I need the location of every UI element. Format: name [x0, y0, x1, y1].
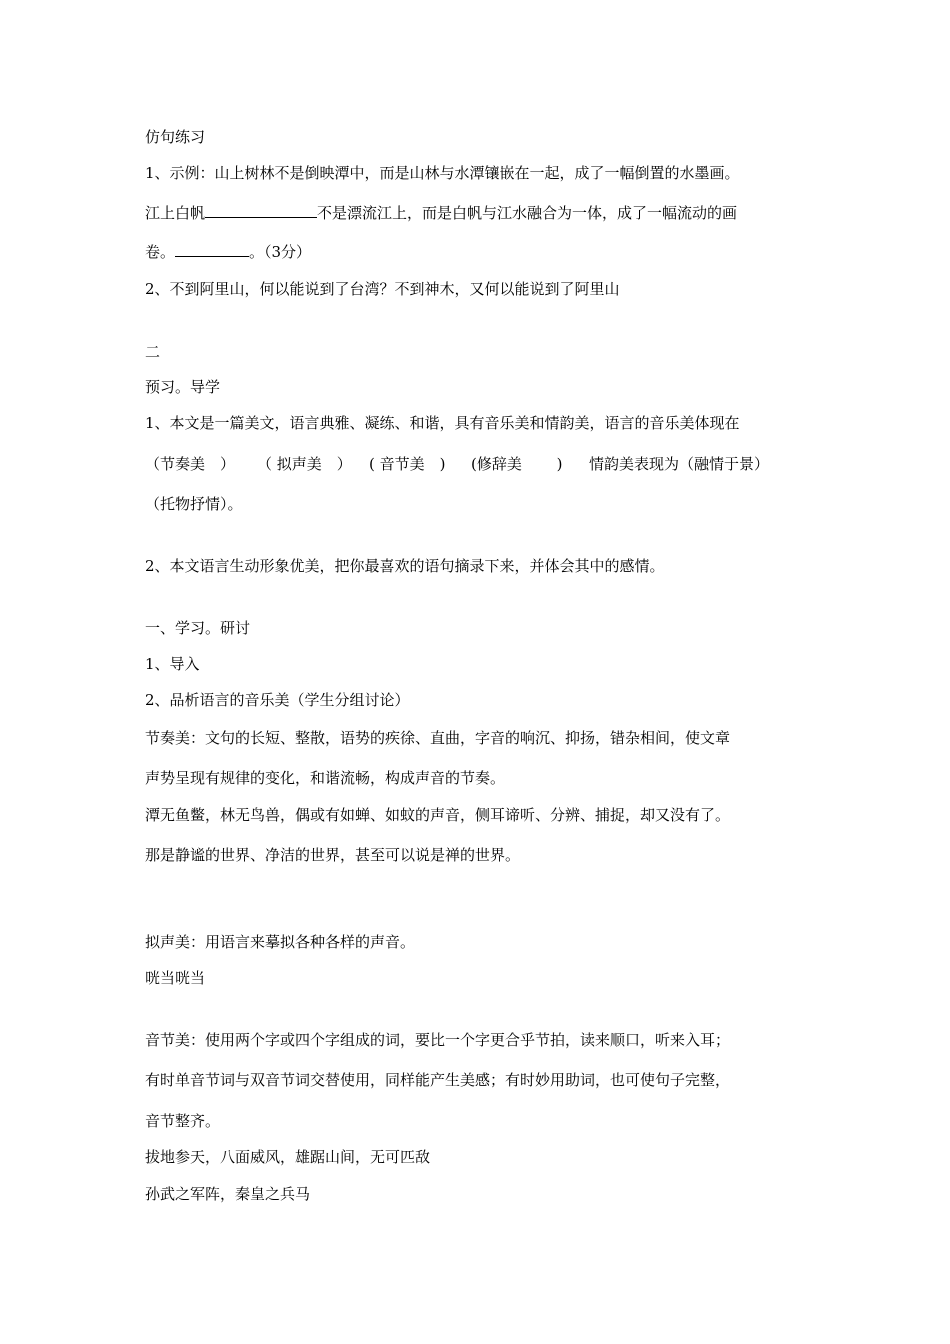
- section-title-preview: 预习。导学: [145, 378, 221, 396]
- preview-paragraph-1-line-1: 1、本文是一篇美文，语言典雅、凝练、和谐，具有音乐美和情韵美，语言的音乐美体现在: [145, 414, 740, 432]
- imitation-question-1-line-3: [145, 241, 311, 262]
- text-fragment: 。（3分）: [249, 243, 312, 261]
- answer-emotion: 情韵美表现为（融情于景）: [589, 455, 770, 473]
- rhythm-example-line-1: 潭无鱼鳖，林无鸟兽，偶或有如蝉、如蚊的声音，侧耳谛听、分辨、捕捉，却又没有了。: [145, 806, 731, 824]
- study-item-2: 2、品析语言的音乐美（学生分组讨论）: [145, 691, 410, 709]
- answer-rhythm: （节奏美 ）: [145, 455, 236, 473]
- text-fragment: 不是漂流江上，而是白帆与江水融合为一体，成了一幅流动的画: [317, 204, 738, 222]
- fill-blank-1: [205, 202, 317, 218]
- answer-rhetoric: (修辞美 ): [471, 455, 563, 473]
- text-fragment: 江上白帆: [145, 204, 206, 222]
- imitation-question-1-line-2: [145, 202, 737, 223]
- onomatopoeia-definition: 拟声美：用语言来摹拟各种各样的声音。: [145, 933, 416, 951]
- fill-blank-2: [175, 241, 249, 257]
- imitation-question-1-line-1: 1、示例：山上树林不是倒映潭中，而是山林与水潭镶嵌在一起，成了一幅倒置的水墨画。: [145, 164, 740, 182]
- study-item-1: 1、导入: [145, 655, 200, 673]
- rhythm-definition-line-1: 节奏美：文句的长短、整散，语势的疾徐、直曲，字音的响沉、抑扬，错杂相间，使文章: [145, 729, 731, 747]
- syllable-definition-line-1: 音节美：使用两个字或四个字组成的词，要比一个字更合乎节拍，读来顺口，听来入耳；: [145, 1031, 731, 1049]
- answer-syllable: ( 音节美 ): [369, 455, 446, 473]
- syllable-definition-line-3: 音节整齐。: [145, 1112, 221, 1130]
- syllable-example-line-2: 孙武之军阵，秦皇之兵马: [145, 1185, 311, 1203]
- syllable-example-line-1: 拔地参天，八面威风，雄踞山间，无可匹敌: [145, 1148, 431, 1166]
- rhythm-definition-line-2: 声势呈现有规律的变化，和谐流畅，构成声音的节奏。: [145, 769, 506, 787]
- text-fragment: 卷。: [145, 243, 176, 261]
- preview-paragraph-1-line-3: （托物抒情）。: [145, 495, 243, 513]
- imitation-question-2: 2、不到阿里山，何以能说到了台湾？不到神木，又何以能说到了阿里山: [145, 280, 620, 298]
- preview-paragraph-1-line-2: [145, 454, 769, 474]
- preview-paragraph-2: 2、本文语言生动形象优美，把你最喜欢的语句摘录下来，并体会其中的感情。: [145, 557, 665, 575]
- onomatopoeia-example: 咣当咣当: [145, 969, 206, 987]
- rhythm-example-line-2: 那是静谧的世界、净洁的世界，甚至可以说是禅的世界。: [145, 846, 521, 864]
- section-number-two: 二: [145, 343, 161, 361]
- section-title-imitation: 仿句练习: [145, 128, 206, 146]
- answer-onomatopoeia: （ 拟声美 ）: [257, 455, 352, 473]
- syllable-definition-line-2: 有时单音节词与双音节词交替使用，同样能产生美感；有时妙用助词，也可使句子完整，: [145, 1071, 731, 1089]
- section-title-study: 一、学习。研讨: [145, 619, 251, 637]
